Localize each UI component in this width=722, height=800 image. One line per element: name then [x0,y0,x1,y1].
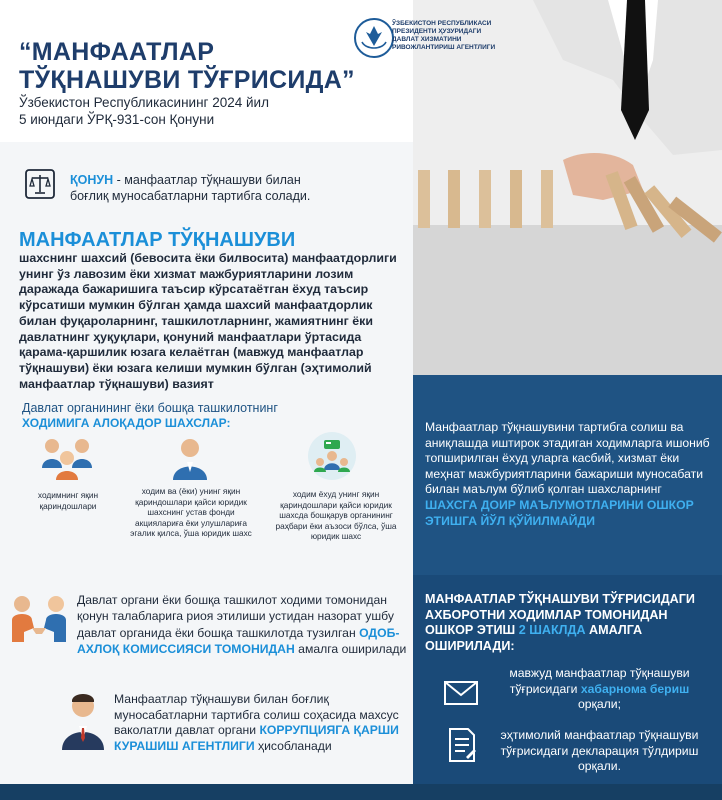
page-subtitle [19,94,269,128]
conflict-heading: МАНФААТЛАР ТЎҚНАШУВИ [19,229,296,251]
logo-line-4: РИВОЖЛАНТИРИШ АГЕНТЛИГИ [392,44,496,51]
handshake-people-icon [10,592,68,648]
disclosure-keyword: ШАХСГА ДОИР МАЪЛУМОТЛАРИНИ ОШКОР ЭТИШГА ЙЎЛ ҚЎЙИЛМАЙДИ [425,497,694,528]
board-icon [312,436,352,476]
ethics-text-body: Давлат органи ёки бошқа ташкилот ходими томонидан қонун талабларига риоя этилиши устидан назорат ушбу давлат органида ёки бошқа ташкилотда тузилган [77,593,394,640]
logo-line-2: ПРЕЗИДЕНТИ ҲУЗУРИДАГИ [392,28,482,35]
notification-text: мавжуд манфаатлар тўқнашуви тўғрисидаги [509,666,690,696]
official-person-icon [60,692,106,750]
title-line-1: “МАНФААТЛАР [19,38,215,66]
law-statement [70,172,390,204]
related-item-board-label: ходим ёхуд унинг яқин қариндошлари қайси юридик шахсда бошқарув органининг раҳбари ёки аъзоси бўлса, ўша юридик шахс [275,489,397,541]
related-item-family-label: ходимнинг яқин қариндошлари [37,490,99,511]
conflict-definition: шахснинг шахсий (бевосита ёки билвосита) манфаатдорлиги унинг ўз лавозим ёки хизмат мажбуриятларини лозим даражада бажаришига таъсир кўрсатаётган ёхуд таъсир кўрсатиши мумкин бўлган ҳамда шахсий манфаатдорлик билан фуқароларнинг, ташкилотларнинг, жамиятнинг ёки давлатнинг ҳуқуқлари, қонуний манфаатлари ўртасида қарама-қаршилик юзага келаётган (мавжуд манфаатлар тўқнашуви) ёки юзага келиши мумкин бўлган (эҳтимолий манфаатлар тўқнашуви) вазият [19,251,397,391]
disclosure-text-body: Манфаатлар тўқнашувини тартибга солиш ва аниқлашда иштирок этадиган ходимларга ишониб топширилган ёхуд уларга касбий, хизмат ёки меҳнат мажбуриятларини бажариши муносабати билан маълум бўлиб қолган шахсларнинг [425,420,710,497]
agency-keyword: КОРРУПЦИЯГА ҚАРШИ КУРАШИШ АГЕНТЛИГИ [114,723,399,753]
bottom-strip [0,784,722,800]
heading-part-b: АМАЛГА ОШИРИЛАДИ: [425,623,643,653]
page-title [19,38,355,94]
ethics-text-tail: амалга оширилади [294,641,407,656]
related-item-shareholder-label: ходим ва (ёки) унинг яқин қариндошлари қайси юридик шахснинг устав фонди акциялариға ёки улушлариға эгалик қилса, ўша юридик шахс [130,486,252,538]
shareholder-icon [167,436,213,482]
ethics-keyword: ОДОБ-АХЛОҚ КОМИССИЯСИ ТОМОНИДАН [77,625,400,656]
subtitle-line-1: Ўзбекистон Республикасининг 2024 йил [19,95,269,110]
heading-keyword: 2 ШАКЛДА [518,623,586,637]
law-document-icon [24,168,56,200]
related-keyword: ХОДИМИГА АЛОҚАДОР ШАХСЛАР: [22,416,231,430]
related-question: Давлат органининг ёки бошқа ташкилотнинг [22,401,278,415]
agency-text-body: Манфаатлар тўқнашуви билан боғлиқ муносабатларни тартибга солиш соҳасида махсус ваколатли давлат органи [114,692,399,737]
notification-form-item [492,666,707,713]
notification-tail: орқали; [578,697,621,711]
logo-line-1: ЎЗБЕКИСТОН РЕСПУБЛИКАСИ [392,20,492,27]
disclosure-forms-heading [425,592,715,654]
heading-part-a: МАНФААТЛАР ТЎҚНАШУВИ ТЎҒРИСИДАГИ АХБОРОТНИ ХОДИМЛАР ТОМОНИДАН ОШКОР ЭТИШ [425,592,695,637]
title-line-2: ТЎҚНАШУВИ ТЎҒРИСИДА” [19,66,355,94]
agency-text-tail: ҳисобланади [254,738,332,753]
agency-logo-text [392,20,512,52]
declaration-document-icon [448,727,476,763]
ethics-commission-text [77,592,407,657]
law-text-line-1: - манфаатлар тўқнашуви билан [113,173,301,187]
law-text-line-2: боғлиқ муносабатларни тартибга солади. [70,189,311,203]
anti-corruption-agency-text [114,692,409,754]
family-icon [38,436,98,482]
envelope-icon [444,681,478,705]
notification-keyword: хабарнома бериш [580,681,690,696]
disclosure-prohibition-text [425,420,717,529]
declaration-form-item: эҳтимолий манфаатлар тўқнашуви тўғрисидаги декларация тўлдириш орқали. [500,728,699,773]
subtitle-line-2: 5 июндаги ЎРҚ-931-сон Қонуни [19,112,215,127]
logo-line-3: ДАВЛАТ ХИЗМАТИНИ [392,36,462,43]
law-keyword: ҚОНУН [70,173,114,187]
related-persons-heading [22,401,278,431]
